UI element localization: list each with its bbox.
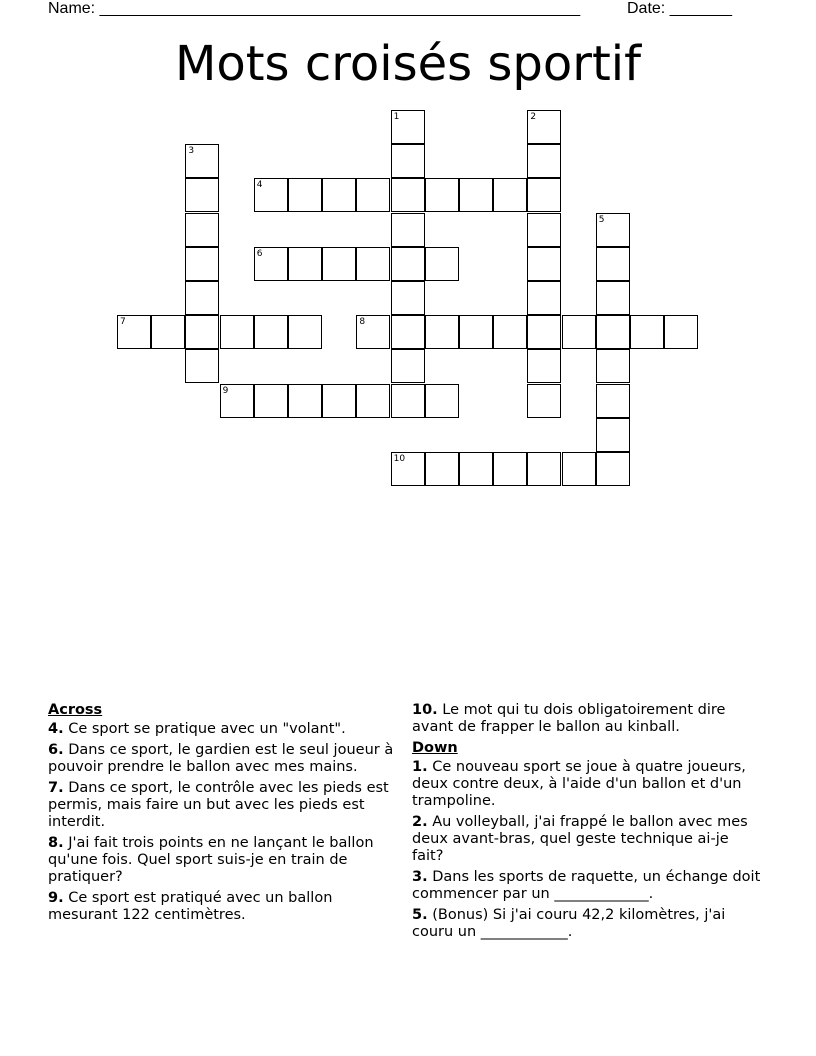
grid-cell[interactable]: [562, 315, 596, 349]
grid-cell[interactable]: [288, 178, 322, 212]
clue-number: 6: [256, 248, 263, 259]
grid-cell[interactable]: [322, 178, 356, 212]
grid-cell[interactable]: [220, 384, 254, 418]
grid-cell[interactable]: [391, 281, 425, 315]
grid-cell[interactable]: [391, 384, 425, 418]
grid-cell[interactable]: [185, 247, 219, 281]
clues-left-column: [48, 702, 398, 928]
grid-cell[interactable]: [527, 144, 561, 178]
grid-cell[interactable]: [596, 247, 630, 281]
grid-cell[interactable]: [117, 315, 151, 349]
clue-number: 3: [188, 146, 195, 157]
grid-cell[interactable]: [220, 315, 254, 349]
clue-number: 1: [393, 112, 400, 122]
clue-across-9: 9. Ce sport est pratiqué avec un ballon mesurant 122 centimètres.: [48, 890, 333, 923]
grid-cell[interactable]: [527, 349, 561, 383]
grid-cell[interactable]: [527, 281, 561, 315]
page-title: Mots croisés sportif: [174, 36, 642, 92]
grid-cell[interactable]: [527, 110, 561, 144]
grid-cell[interactable]: [185, 281, 219, 315]
grid-cell[interactable]: [185, 178, 219, 212]
grid-cell[interactable]: [254, 247, 288, 281]
grid-cell[interactable]: [185, 315, 219, 349]
clue-down-5: 5. (Bonus) Si j'ai couru 42,2 kilomètres, j'ai couru un ____________.: [412, 907, 726, 940]
clue-across-6: 6. Dans ce sport, le gardien est le seul joueur à pouvoir prendre le ballon avec mes mains.: [48, 742, 394, 775]
grid-cell[interactable]: [596, 281, 630, 315]
grid-cell[interactable]: [493, 178, 527, 212]
grid-cell[interactable]: [391, 178, 425, 212]
clue-across-10: 10. Le mot qui tu dois obligatoirement dire avant de frapper le ballon au kinball.: [412, 702, 726, 735]
grid-cell[interactable]: [391, 110, 425, 144]
grid-cell[interactable]: [596, 349, 630, 383]
grid-cell[interactable]: [596, 418, 630, 452]
grid-cell[interactable]: [596, 315, 630, 349]
grid-cell[interactable]: [185, 349, 219, 383]
clue-down-1: 1. Ce nouveau sport se joue à quatre joueurs, deux contre deux, à l'aide d'un ballon et d'un trampoline.: [412, 759, 746, 809]
clue-number: 8: [359, 317, 366, 328]
grid-cell[interactable]: [185, 213, 219, 247]
grid-cell[interactable]: [425, 315, 459, 349]
grid-cell[interactable]: [185, 144, 219, 178]
clue-down-3: 3. Dans les sports de raquette, un échange doit commencer par un _____________.: [412, 869, 761, 902]
grid-cell[interactable]: [425, 247, 459, 281]
clue-number: 10: [393, 454, 406, 464]
grid-cell[interactable]: [425, 452, 459, 486]
grid-cell[interactable]: [288, 315, 322, 349]
grid-cell[interactable]: [391, 144, 425, 178]
clue-number: 7: [120, 317, 126, 328]
clue-number: 4: [256, 180, 263, 191]
grid-cell[interactable]: [356, 178, 390, 212]
grid-cell[interactable]: [630, 315, 664, 349]
grid-cell[interactable]: [254, 178, 288, 212]
grid-cell[interactable]: [322, 247, 356, 281]
grid-cell[interactable]: [527, 384, 561, 418]
grid-cell[interactable]: [527, 452, 561, 486]
grid-cell[interactable]: [322, 384, 356, 418]
grid-cell[interactable]: [527, 213, 561, 247]
grid-cell[interactable]: [425, 178, 459, 212]
grid-cell[interactable]: [391, 452, 425, 486]
down-heading: Down: [412, 740, 458, 756]
grid-cell[interactable]: [459, 315, 493, 349]
grid-cell[interactable]: [391, 349, 425, 383]
grid-cell[interactable]: [356, 384, 390, 418]
grid-cell[interactable]: [391, 247, 425, 281]
clue-number: 2: [530, 112, 537, 122]
grid-cell[interactable]: [562, 452, 596, 486]
grid-cell[interactable]: [527, 178, 561, 212]
grid-cell[interactable]: [596, 213, 630, 247]
grid-cell[interactable]: [356, 247, 390, 281]
clue-down-2: 2. Au volleyball, j'ai frappé le ballon avec mes deux avant-bras, quel geste technique ai-je fait?: [412, 814, 748, 864]
grid-cell[interactable]: [151, 315, 185, 349]
clue-number: 9: [222, 385, 229, 396]
grid-cell[interactable]: [527, 247, 561, 281]
clue-number: 5: [598, 214, 605, 225]
grid-cell[interactable]: [254, 384, 288, 418]
grid-cell[interactable]: [356, 315, 390, 349]
grid-cell[interactable]: [391, 213, 425, 247]
grid-cell[interactable]: [596, 384, 630, 418]
grid-cell[interactable]: [288, 384, 322, 418]
clues-right-column: [412, 702, 762, 945]
clue-across-8: 8. J'ai fait trois points en ne lançant le ballon qu'une fois. Quel sport suis-je en train de pratiquer?: [48, 835, 374, 885]
grid-cell[interactable]: [425, 384, 459, 418]
grid-cell[interactable]: [459, 452, 493, 486]
clue-across-4: 4. Ce sport se pratique avec un "volant".: [48, 721, 346, 737]
date-field-label: Date: _______: [627, 0, 732, 17]
grid-cell[interactable]: [459, 178, 493, 212]
grid-cell[interactable]: [288, 247, 322, 281]
grid-cell[interactable]: [664, 315, 698, 349]
grid-cell[interactable]: [493, 452, 527, 486]
grid-cell[interactable]: [254, 315, 288, 349]
grid-cell[interactable]: [527, 315, 561, 349]
grid-cell[interactable]: [596, 452, 630, 486]
clue-across-7: 7. Dans ce sport, le contrôle avec les pieds est permis, mais faire un but avec les pieds est interdit.: [48, 780, 389, 830]
grid-cell[interactable]: [493, 315, 527, 349]
across-heading: Across: [48, 702, 103, 718]
grid-cell[interactable]: [391, 315, 425, 349]
name-field-label: Name: ______________________________________________________: [48, 0, 581, 17]
